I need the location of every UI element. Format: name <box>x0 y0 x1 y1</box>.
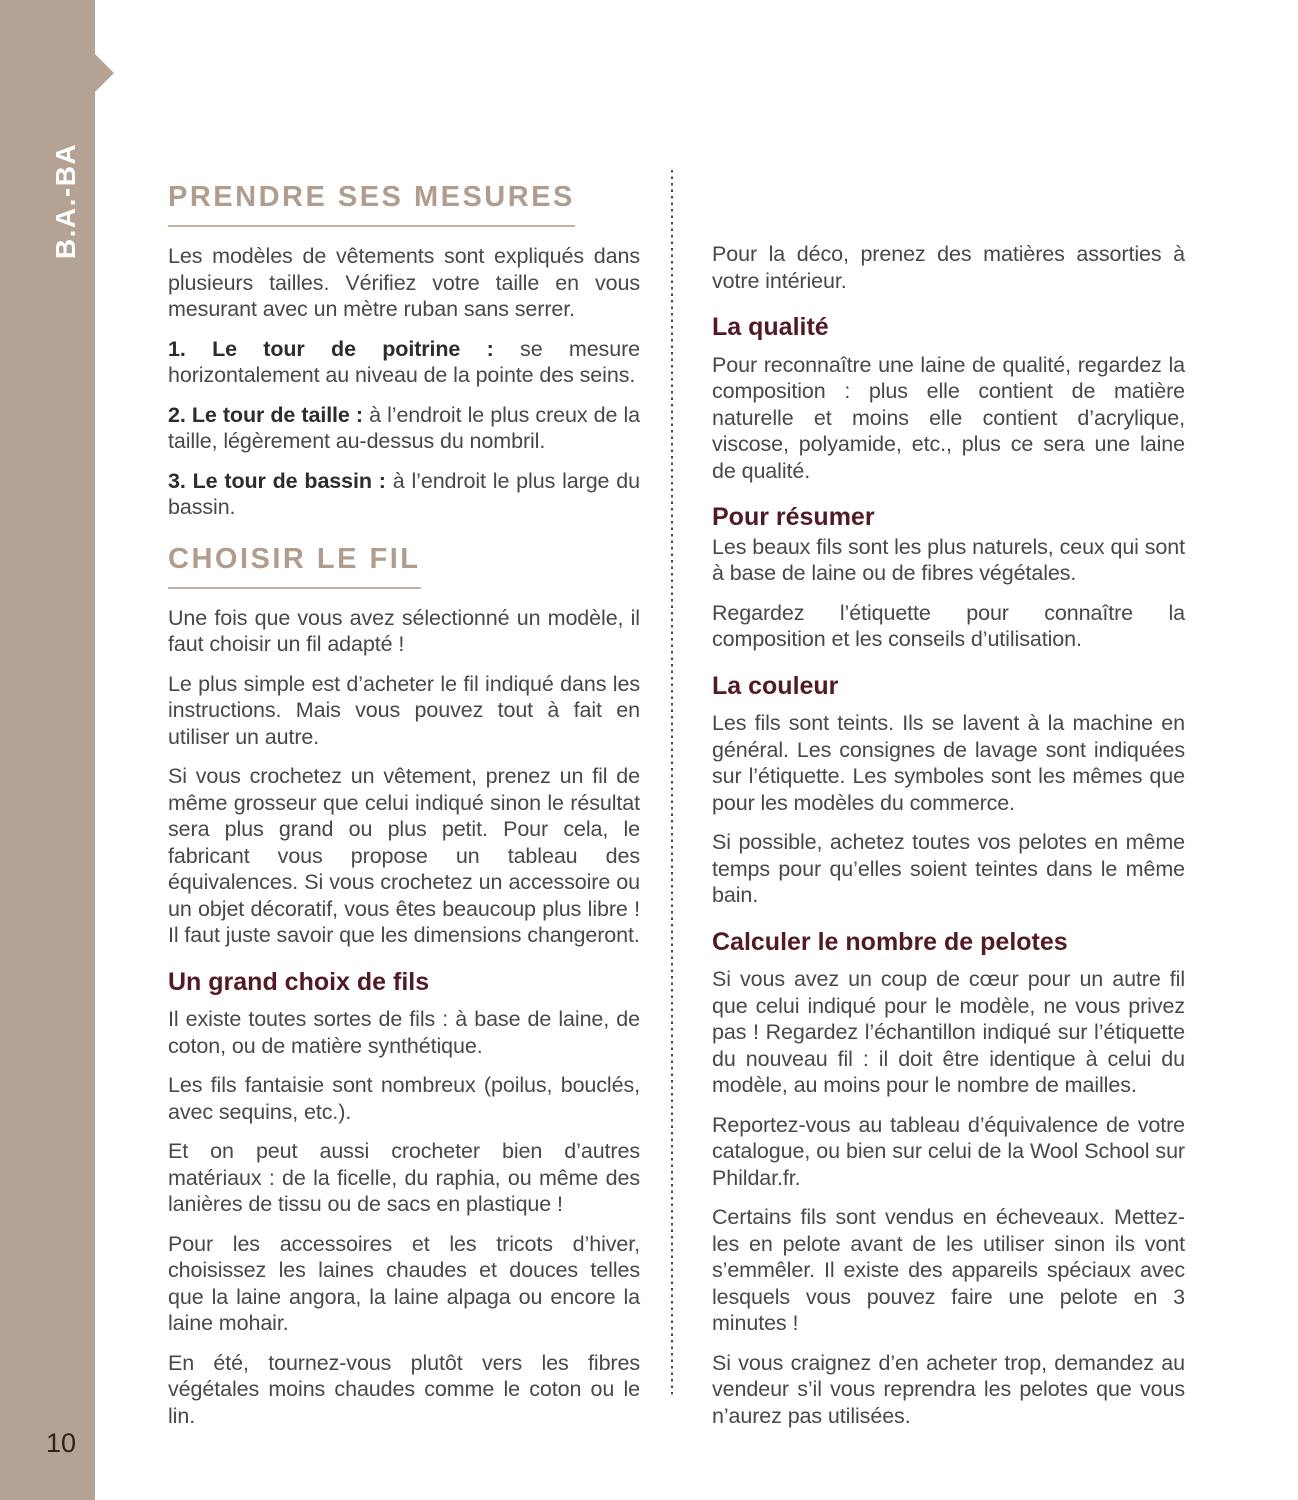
sidebar-arrow-icon <box>95 54 114 92</box>
paragraph: Si vous craignez d’en acheter trop, demandez au vendeur s’il vous reprendra les pelotes que vous n’aurez pas utilisées. <box>712 1350 1185 1428</box>
paragraph: Si vous avez un coup de cœur pour un autre fil que celui indiqué pour le modèle, ne vous privez pas ! Regardez l’échantillon indiqué sur l’étiquette du nouveau fil : il doit être identique à celui du modèle, au moins pour le nombre de mailles. <box>712 967 1185 1097</box>
section-fil <box>168 542 640 605</box>
column-divider <box>671 170 673 1396</box>
paragraph: Il existe toutes sortes de fils : à base de laine, de coton, ou de matière synthétique. <box>168 1007 640 1058</box>
paragraph: Si possible, achetez toutes vos pelotes en même temps pour qu’elles soient teintes dans le même bain. <box>712 830 1185 907</box>
paragraph: Les fils sont teints. Ils se lavent à la machine en général. Les consignes de lavage sont indiquées sur l’étiquette. Les symboles sont les mêmes que pour les modèles du commerce. <box>712 711 1185 815</box>
paragraph: Regardez l’étiquette pour connaître la composition et les conseils d’utilisation. <box>712 600 1185 651</box>
section-mesures <box>168 183 640 243</box>
paragraph: Pour les accessoires et les tricots d’hiver, choisissez les laines chaudes et douces telles que la laine angora, la laine alpaga ou encore la laine mohair. <box>168 1231 640 1335</box>
measure-item-text: à l’endroit le plus creux de la taille, légèrement au-dessus du nombril. <box>168 402 640 453</box>
section-title-mesures: PRENDRE SES MESURES <box>168 183 575 227</box>
measure-item-lead: 2. Le tour de taille : <box>168 402 363 427</box>
paragraph: Si vous crochetez un vêtement, prenez un fil de même grosseur que celui indiqué sinon le résultat sera plus grand ou plus petit. Pour cela, le fabricant vous propose un tableau des équivalences. Si vous crochetez un accessoire ou un objet décoratif, vous êtes beaucoup plus libre ! Il faut juste savoir que les dimensions changeront. <box>168 764 640 947</box>
sidebar-vertical-label: B.A.-BA <box>50 142 81 260</box>
paragraph: Reportez-vous au tableau d’équivalence de votre catalogue, ou bien sur celui de la Wool School sur Phildar.fr. <box>712 1112 1185 1190</box>
measure-item <box>168 402 640 455</box>
measure-item <box>168 336 640 389</box>
paragraph: Une fois que vous avez sélectionné un modèle, il faut choisir un fil adapté ! <box>168 605 640 656</box>
measure-item <box>168 468 640 521</box>
left-column <box>168 183 640 1429</box>
measure-item-lead: 3. Le tour de bassin : <box>168 468 386 493</box>
subsection-title-pelotes: Calculer le nombre de pelotes <box>712 927 1068 956</box>
subsection-title-grand-choix: Un grand choix de fils <box>168 967 430 996</box>
paragraph: Les beaux fils sont les plus naturels, ceux qui sont à base de laine ou de fibres végétales. <box>712 534 1185 585</box>
page-number: 10 <box>45 1428 76 1458</box>
right-column <box>712 241 1185 1429</box>
subsection-title-couleur: La couleur <box>712 671 839 700</box>
measure-item-lead: 1. Le tour de poitrine : <box>168 336 494 361</box>
section-title-fil: CHOISIR LE FIL <box>168 545 421 589</box>
paragraph: Certains fils sont vendus en écheveaux. Mettez-les en pelote avant de les utiliser sinon ils vont s’emmêler. Il existe des appareils spéciaux avec lesquels vous pouvez faire une pelote en 3 minutes ! <box>712 1205 1185 1335</box>
paragraph: Le plus simple est d’acheter le fil indiqué dans les instructions. Mais vous pouvez tout à fait en utiliser un autre. <box>168 671 640 749</box>
measure-item-text: se mesure horizontalement au niveau de la pointe des seins. <box>168 336 640 387</box>
paragraph: Les fils fantaisie sont nombreux (poilus, bouclés, avec sequins, etc.). <box>168 1073 640 1124</box>
paragraph: Pour reconnaître une laine de qualité, regardez la composition : plus elle contient de matière naturelle et moins elle contient d’acrylique, viscose, polyamide, etc., plus ce sera une laine de qualité. <box>712 352 1185 483</box>
paragraph: Et on peut aussi crocheter bien d’autres matériaux : de la ficelle, du raphia, ou même des lanières de tissu ou de sacs en plastique ! <box>168 1139 640 1216</box>
paragraph: Les modèles de vêtements sont expliqués dans plusieurs tailles. Vérifiez votre taille en vous mesurant avec un mètre ruban sans serrer. <box>168 244 640 321</box>
paragraph: En été, tournez-vous plutôt vers les fibres végétales moins chaudes comme le coton ou le lin. <box>168 1350 640 1428</box>
measure-item-text: à l’endroit le plus large du bassin. <box>168 468 640 519</box>
subsection-title-resumer: Pour résumer <box>712 503 875 531</box>
paragraph: Pour la déco, prenez des matières assorties à votre intérieur. <box>712 242 1185 293</box>
subsection-title-qualite: La qualité <box>712 313 829 341</box>
